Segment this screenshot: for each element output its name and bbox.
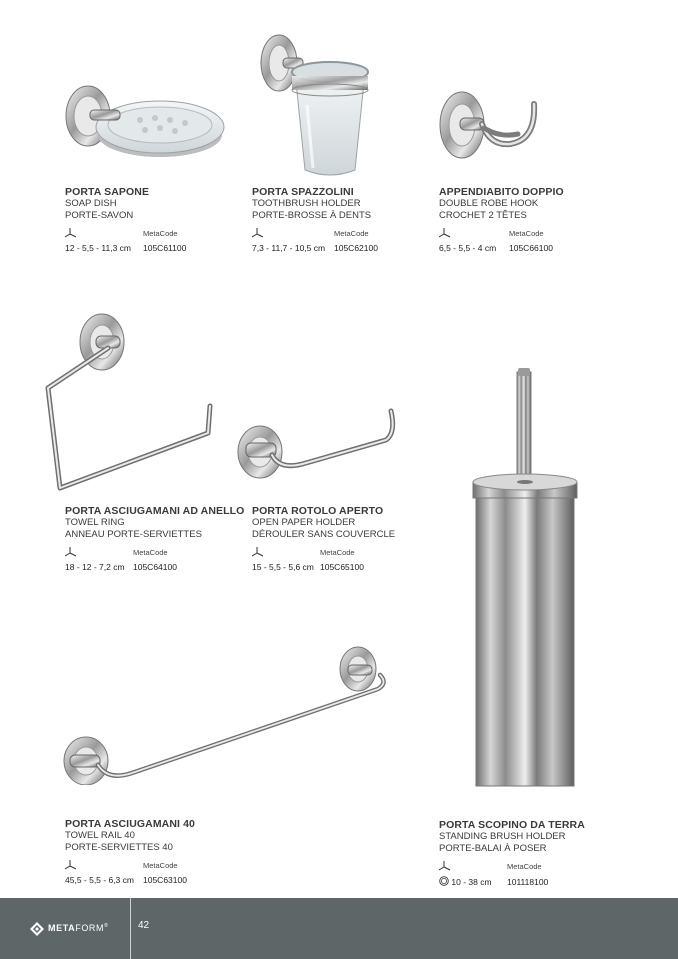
product-soap-dish [65,186,255,253]
product-name-en: TOOTHBRUSH HOLDER [252,198,361,209]
product-name-fr: CROCHET 2 TÊTES [439,210,527,221]
diameter-icon [439,876,449,886]
product-brush-holder [439,819,629,887]
product-paper-holder [252,505,442,572]
dimension-icon [439,228,451,238]
robe-hook-image [438,88,548,168]
product-name-en: DOUBLE ROBE HOOK [439,198,539,209]
product-dimensions: 7,3 - 11,7 - 10,5 cm [252,243,326,253]
metacode-label: MetaCode [133,548,168,557]
product-dimensions: 10 - 38 cm [451,877,492,887]
product-robe-hook [439,186,629,253]
product-dimensions: 45,5 - 5,5 - 6,3 cm [65,875,134,885]
brand-logo [30,922,130,936]
product-code: 105C61100 [143,243,187,253]
product-title: PORTA ASCIUGAMANI AD ANELLO [65,505,245,517]
product-title: PORTA ASCIUGAMANI 40 [65,818,195,830]
product-name-fr: DÉROULER SANS COUVERCLE [252,529,396,540]
product-code: 105C63100 [143,875,187,885]
product-title: APPENDIABITO DOPPIO [439,186,564,198]
toothbrush-holder-image [255,30,380,180]
dimension-icon [65,228,77,238]
dimension-icon [252,228,264,238]
product-name-fr: ANNEAU PORTE-SERVIETTES [65,529,202,540]
metacode-label: MetaCode [320,548,355,557]
dimension-icon [65,547,77,557]
brand-name: METAFORM® [48,923,109,933]
page-number: 42 [138,920,150,931]
paper-holder-image [236,405,401,480]
brush-holder-image [468,368,583,788]
metaform-logo-icon [30,922,44,936]
product-name-en: TOWEL RING [65,517,125,528]
product-code: 101118100 [507,877,549,887]
dimension-icon [252,547,264,557]
product-code: 105C64100 [133,562,177,572]
dimension-icon [439,861,451,871]
metacode-label: MetaCode [334,229,369,238]
towel-rail-image [62,645,397,785]
dimension-icon [65,860,77,870]
product-dimensions: 15 - 5,5 - 5,6 cm [252,562,314,572]
product-towel-ring [65,505,255,572]
metacode-label: MetaCode [507,862,542,871]
product-towel-rail [65,818,255,885]
product-title: PORTA SAPONE [65,186,150,198]
product-dimensions: 6,5 - 5,5 - 4 cm [439,243,497,253]
product-toothbrush-holder [252,186,442,253]
product-title: PORTA ROTOLO APERTO [252,505,384,517]
product-code: 105C66100 [509,243,553,253]
product-name-fr: PORTE-SERVIETTES 40 [65,842,173,853]
product-name-en: OPEN PAPER HOLDER [252,517,356,528]
towel-ring-image [38,308,218,493]
page-footer [0,898,678,959]
product-name-fr: PORTE-BALAI À POSER [439,843,547,854]
product-title: PORTA SPAZZOLINI [252,186,354,198]
metacode-label: MetaCode [143,861,178,870]
product-code: 105C62100 [334,243,378,253]
product-code: 105C65100 [320,562,364,572]
metacode-label: MetaCode [143,229,178,238]
product-name-en: STANDING BRUSH HOLDER [439,831,566,842]
product-dimensions: 12 - 5,5 - 11,3 cm [65,243,131,253]
product-name-en: TOWEL RAIL 40 [65,830,135,841]
product-title: PORTA SCOPINO DA TERRA [439,819,585,831]
soap-dish-image [60,80,230,175]
footer-divider [130,898,131,959]
product-name-fr: PORTE-SAVON [65,210,134,221]
product-name-en: SOAP DISH [65,198,117,209]
product-name-fr: PORTE-BROSSE À DENTS [252,210,372,221]
metacode-label: MetaCode [509,229,544,238]
product-dimensions: 18 - 12 - 7,2 cm [65,562,125,572]
